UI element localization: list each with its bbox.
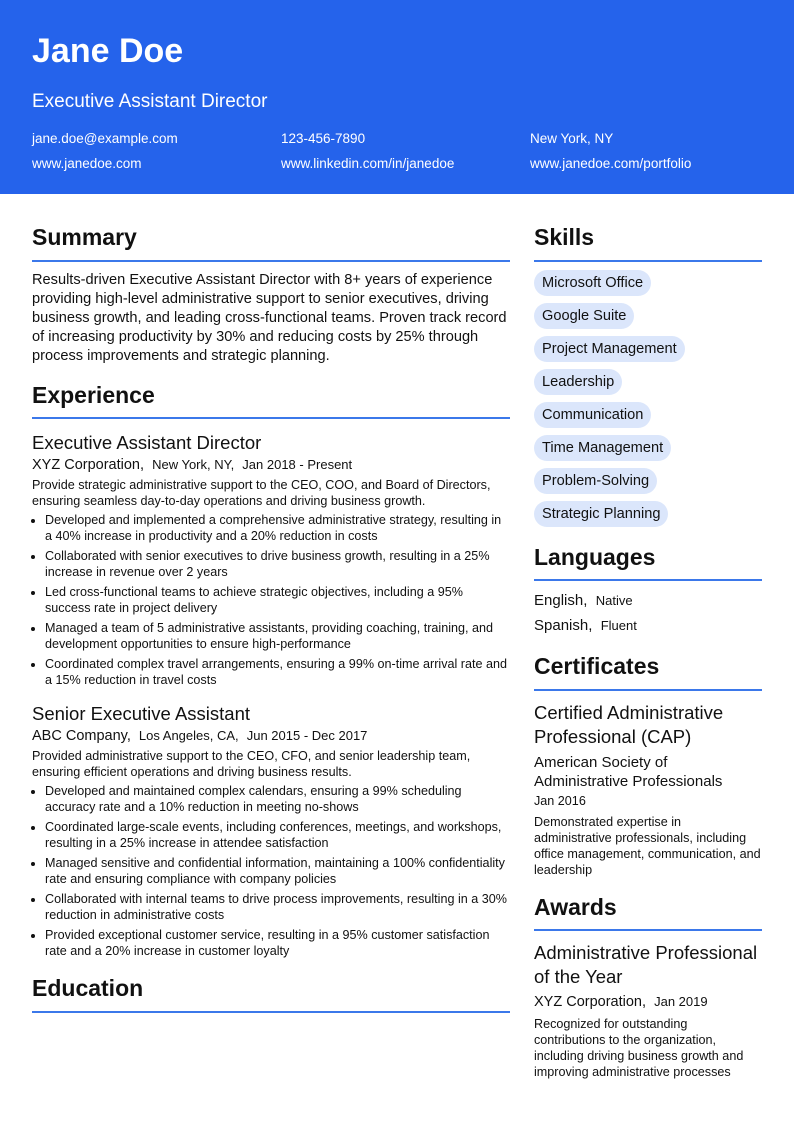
awards-section (534, 894, 762, 1081)
skill-chip: Google Suite (534, 303, 634, 329)
language-level: Fluent (600, 618, 637, 634)
job-meta (32, 457, 510, 473)
skill-chip: Time Management (534, 435, 671, 461)
summary-section (32, 224, 510, 366)
award-description: Recognized for outstanding contributions to the organization, including driving business growth and improving administrative processes (534, 1017, 744, 1080)
portfolio-link[interactable]: www.janedoe.com/portfolio (530, 156, 692, 171)
linkedin-link[interactable]: www.linkedin.com/in/janedoe (281, 156, 455, 171)
job-title: Executive Assistant Director (32, 432, 262, 454)
job-location: New York, NY, (152, 457, 235, 473)
skills-section (534, 224, 762, 534)
languages-heading: Languages (534, 544, 762, 582)
certificate-title: Certified Administrative Professional (CAP) (534, 701, 724, 747)
job-location: Los Angeles, CA, (138, 728, 239, 744)
job-bullets (32, 783, 510, 959)
job-title: Senior Executive Assistant (32, 703, 250, 725)
contact-info (32, 131, 762, 171)
job-bullet: • Managed a team of 5 administrative assistants, providing coaching, training, and development opportunities to ensure high-performance (45, 620, 510, 652)
skill-chip: Leadership (534, 369, 622, 395)
right-column (534, 224, 762, 1080)
email-link[interactable]: jane.doe@example.com (32, 131, 178, 146)
resume-body (0, 194, 794, 1080)
job-bullet: • Developed and implemented a comprehensive administrative strategy, resulting in a 40% increase in productivity and a 20% reduction in costs (45, 512, 510, 544)
job-bullet: • Developed and maintained complex calendars, ensuring a 99% scheduling accuracy rate and a 10% reduction in meeting no-shows (45, 783, 510, 815)
job-company: XYZ Corporation, (32, 457, 145, 474)
job-meta (32, 728, 510, 744)
candidate-title: Executive Assistant Director (32, 91, 268, 112)
job-bullet: • Provided exceptional customer service, resulting in a 95% customer satisfaction rate and a 20% increase in customer loyalty (45, 927, 510, 959)
job-bullet: • Managed sensitive and confidential information, maintaining a 100% confidentiality rate and ensuring compliance with company policies (45, 855, 510, 887)
skills-list (534, 270, 762, 534)
job-bullet: • Coordinated complex travel arrangements, ensuring a 99% on-time arrival rate and a 15% reduction in travel costs (45, 656, 510, 688)
skill-chip: Problem-Solving (534, 468, 657, 494)
skill-chip: Strategic Planning (534, 501, 668, 527)
certificates-heading: Certificates (534, 653, 762, 691)
skill-chip: Microsoft Office (534, 270, 651, 296)
language-item (534, 589, 762, 612)
location-text: New York, NY (530, 131, 614, 146)
job-bullet: • Collaborated with internal teams to drive process improvements, resulting in a 30% reduction in administrative costs (45, 891, 510, 923)
job-bullet: • Collaborated with senior executives to drive business growth, resulting in a 25% increase in revenue over 2 years (45, 548, 510, 580)
language-level: Native (595, 593, 633, 609)
award-date: Jan 2019 (654, 994, 708, 1010)
candidate-name: Jane Doe (32, 32, 184, 70)
awards-heading: Awards (534, 894, 762, 932)
job-bullets (32, 512, 510, 688)
award-title: Administrative Professional of the Year (534, 942, 758, 988)
website-link[interactable]: www.janedoe.com (32, 156, 142, 171)
award-org: XYZ Corporation, (534, 994, 647, 1011)
summary-heading: Summary (32, 224, 510, 262)
job-dates: Jan 2018 - Present (242, 457, 353, 473)
left-column (32, 224, 510, 1080)
job-entry (32, 702, 510, 959)
job-dates: Jun 2015 - Dec 2017 (246, 728, 368, 744)
summary-text: Results-driven Executive Assistant Director with 8+ years of experience providing high-level administrative support to senior executives, driving business growth, and leading cross-functional teams. Proven track record of increasing productivity by 30% and reducing costs by 25% through process improvements and strategic planning. (32, 271, 507, 364)
job-bullet: • Led cross-functional teams to achieve strategic objectives, including a 95% success rate in project delivery (45, 584, 510, 616)
certificates-section (534, 653, 762, 878)
resume-header (0, 0, 794, 194)
languages-list (534, 589, 762, 637)
certificate-org: American Society of Administrative Professionals (534, 753, 723, 790)
languages-section (534, 544, 762, 638)
phone-number: 123-456-7890 (281, 131, 366, 146)
education-heading: Education (32, 975, 510, 1013)
experience-section (32, 382, 510, 960)
job-bullet: • Coordinated large-scale events, including conferences, meetings, and workshops, resulting in a 25% increase in attendee satisfaction (45, 819, 510, 851)
experience-heading: Experience (32, 382, 510, 420)
certificate-date: Jan 2016 (534, 793, 586, 808)
language-name: English, (534, 592, 588, 610)
job-description: Provide strategic administrative support to the CEO, COO, and Board of Directors, ensuring seamless day-to-day operations and driving business growth. (32, 478, 491, 509)
job-company: ABC Company, (32, 728, 131, 745)
job-entry (32, 431, 510, 688)
award-meta (534, 994, 762, 1010)
job-description: Provided administrative support to the CEO, CFO, and senior leadership team, ensuring efficient operations and driving business results. (32, 749, 471, 780)
education-section (32, 975, 510, 1013)
language-name: Spanish, (534, 617, 593, 635)
language-item (534, 614, 762, 637)
certificate-description: Demonstrated expertise in administrative professionals, including office management, communication, and leadership (534, 814, 761, 877)
skill-chip: Project Management (534, 336, 685, 362)
skills-heading: Skills (534, 224, 762, 262)
skill-chip: Communication (534, 402, 651, 428)
